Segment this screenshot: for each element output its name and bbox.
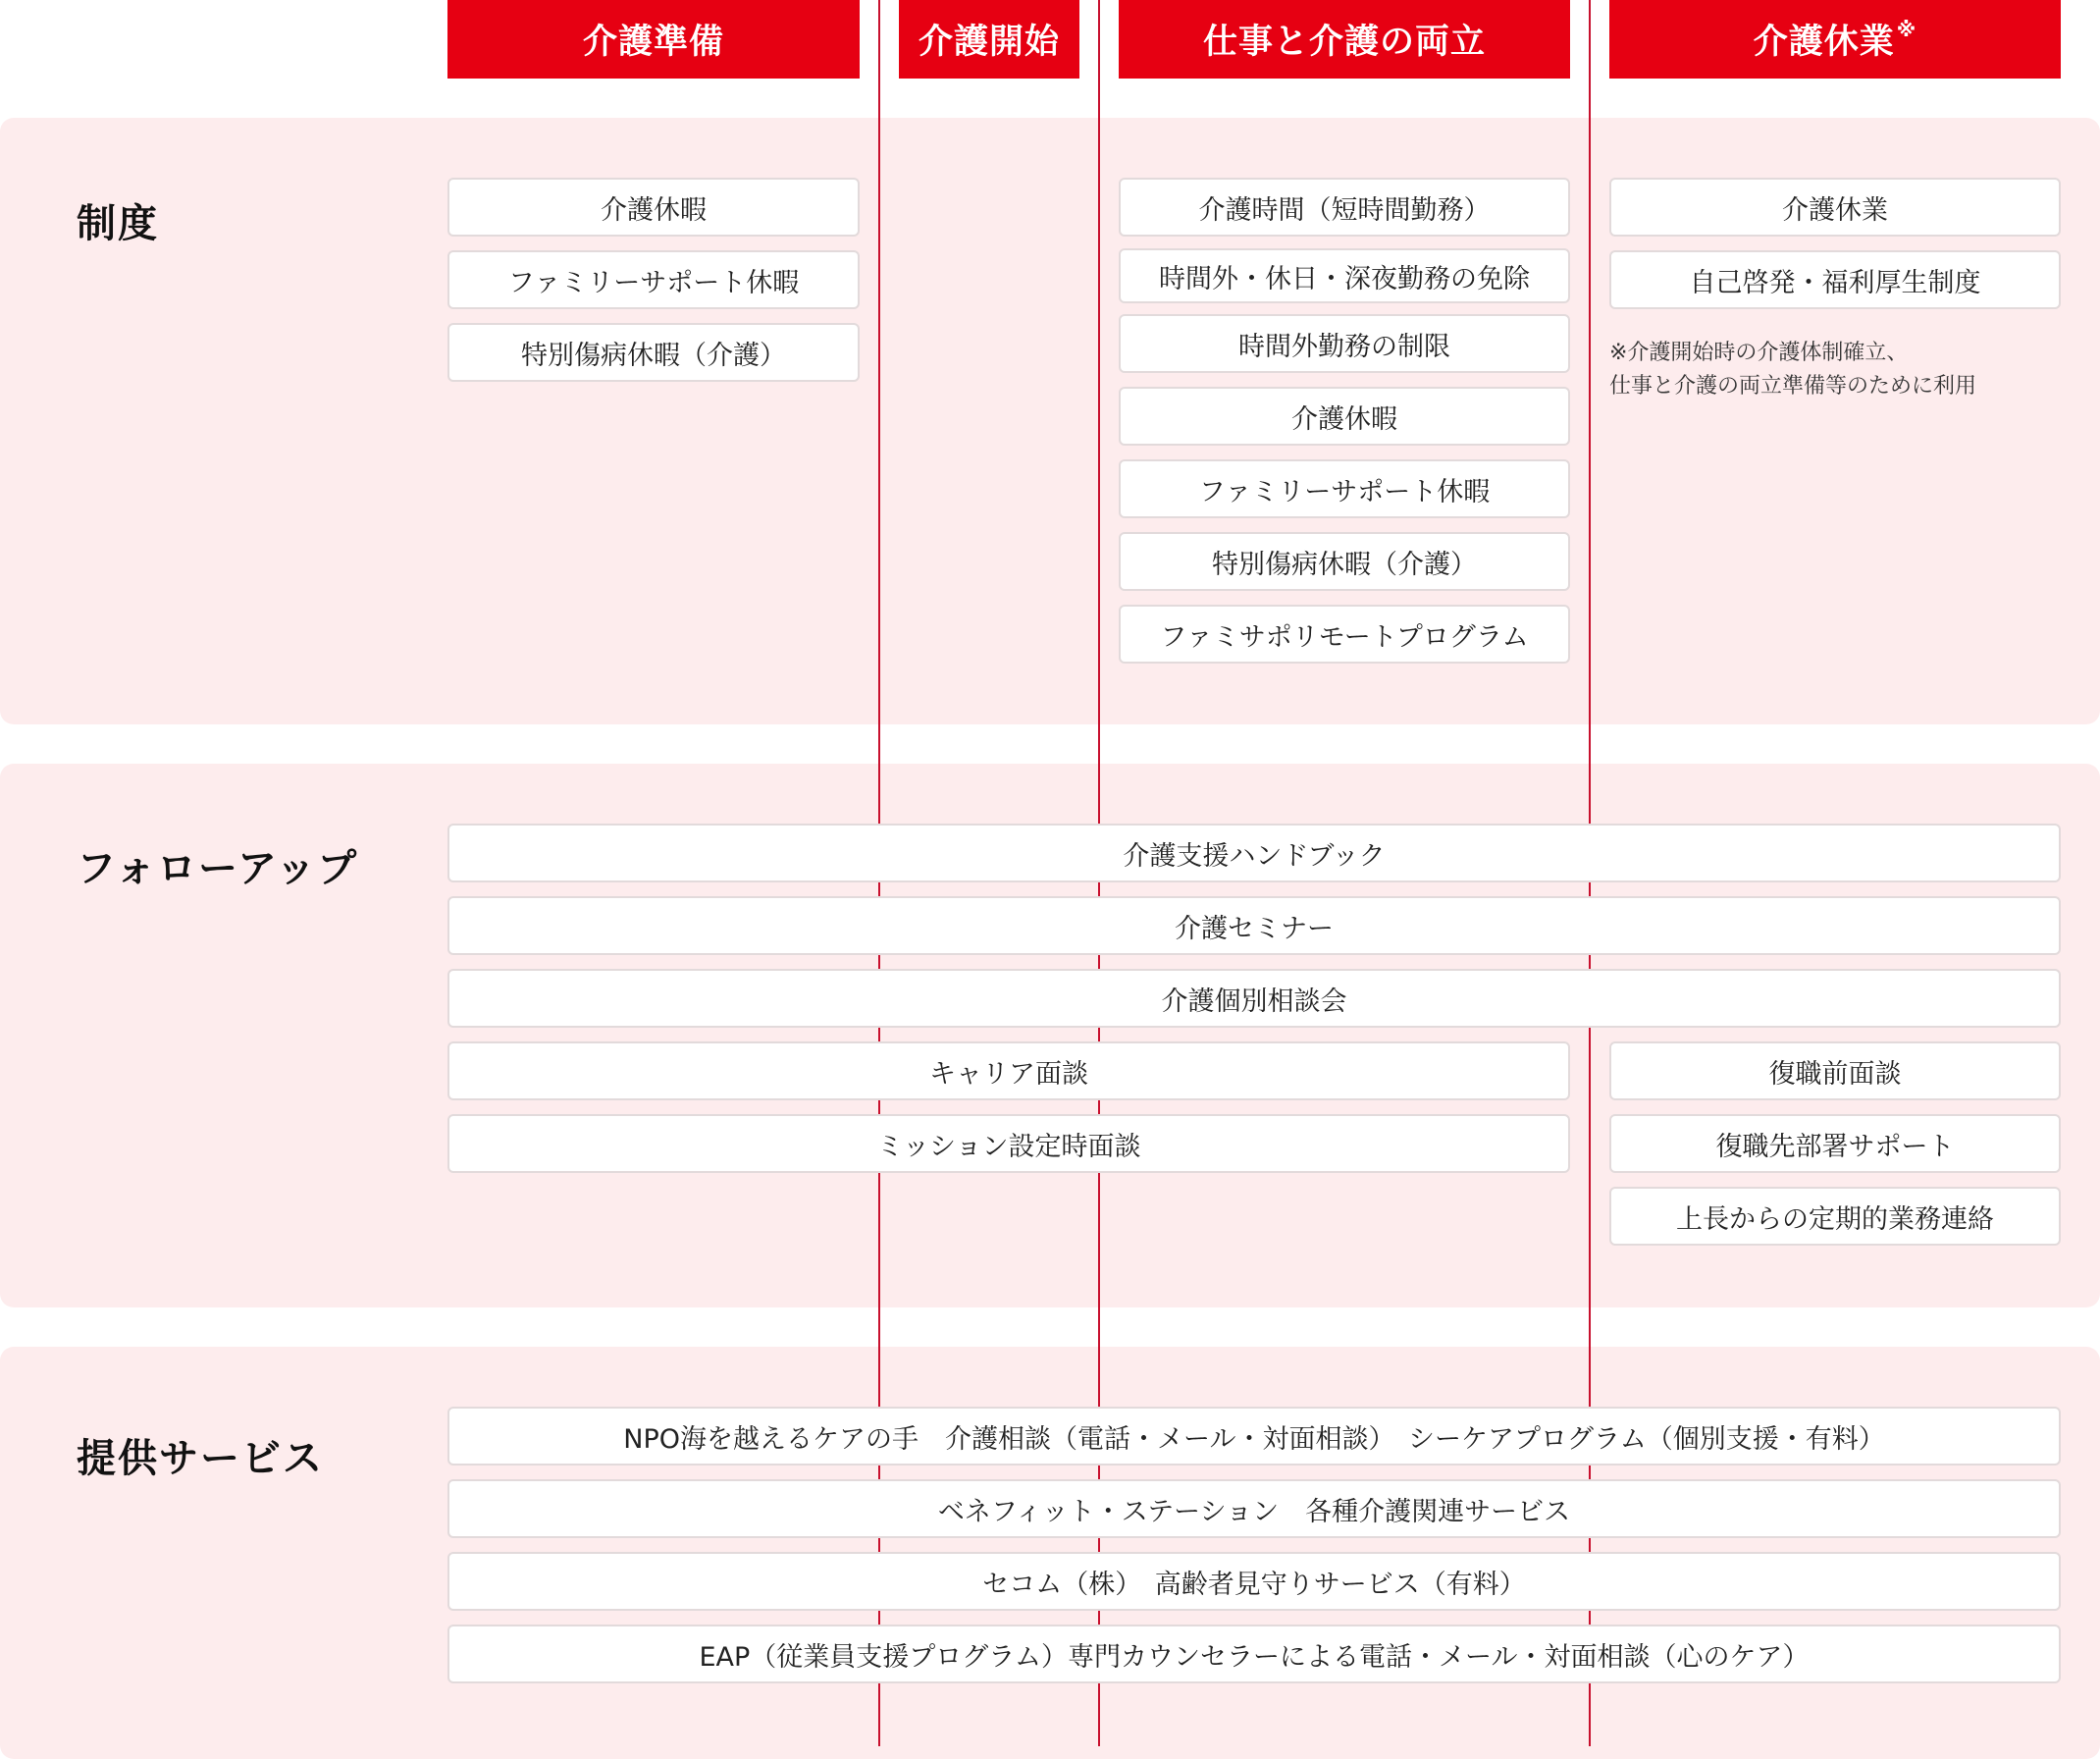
section-label-services: 提供サービス [77, 1436, 324, 1481]
followup-item: 復職前面談 [1609, 1041, 2061, 1100]
system-item: 介護休暇 [1119, 387, 1570, 446]
followup-item: 介護セミナー [447, 896, 2061, 955]
followup-item: 上長からの定期的業務連絡 [1609, 1187, 2061, 1246]
service-item: NPO海を越えるケアの手 介護相談（電話・メール・対面相談） シーケアプログラム（個別支援・有料） [447, 1407, 2061, 1466]
service-item: ベネフィット・ステーション 各種介護関連サービス [447, 1479, 2061, 1538]
section-label-seido: 制度 [77, 201, 159, 246]
system-item: 介護時間（短時間勤務） [1119, 178, 1570, 237]
system-item: 時間外・休日・深夜勤務の免除 [1119, 248, 1570, 303]
stage-header-mark: ※ [1896, 18, 1917, 41]
stage-header-start [899, 0, 1079, 79]
section-label-followup: フォローアップ [77, 846, 359, 891]
service-item: EAP（従業員支援プログラム）専門カウンセラーによる電話・メール・対面相談（心のケア） [447, 1625, 2061, 1683]
followup-item: 介護個別相談会 [447, 969, 2061, 1028]
system-item: ファミサポリモートプログラム [1119, 605, 1570, 664]
leave-footnote [1609, 337, 2041, 403]
followup-item: キャリア面談 [447, 1041, 1570, 1100]
service-item: セコム（株） 高齢者見守りサービス（有料） [447, 1552, 2061, 1611]
stage-header-label: 介護準備 [582, 23, 724, 62]
stage-header-label: 介護開始 [918, 23, 1060, 62]
system-item: 時間外勤務の制限 [1119, 314, 1570, 373]
system-item: ファミリーサポート休暇 [1119, 459, 1570, 518]
stage-header-label: 仕事と介護の両立 [1202, 23, 1486, 62]
leave-footnote-line: ※介護開始時の介護体制確立、 [1609, 341, 1909, 365]
stage-header-preparation [447, 0, 860, 79]
system-item: ファミリーサポート休暇 [447, 250, 860, 309]
stage-header-label: 介護休業 [1753, 23, 1895, 62]
system-item: 自己啓発・福利厚生制度 [1609, 250, 2061, 309]
followup-item: 復職先部署サポート [1609, 1114, 2061, 1173]
system-item: 特別傷病休暇（介護） [1119, 532, 1570, 591]
system-item: 介護休業 [1609, 178, 2061, 237]
system-item: 特別傷病休暇（介護） [447, 323, 860, 382]
stage-header-leave [1609, 0, 2061, 79]
leave-footnote-line: 仕事と介護の両立準備等のために利用 [1609, 374, 1977, 399]
stage-header-balance [1119, 0, 1570, 79]
system-item: 介護休暇 [447, 178, 860, 237]
followup-item: 介護支援ハンドブック [447, 824, 2061, 882]
followup-item: ミッション設定時面談 [447, 1114, 1570, 1173]
